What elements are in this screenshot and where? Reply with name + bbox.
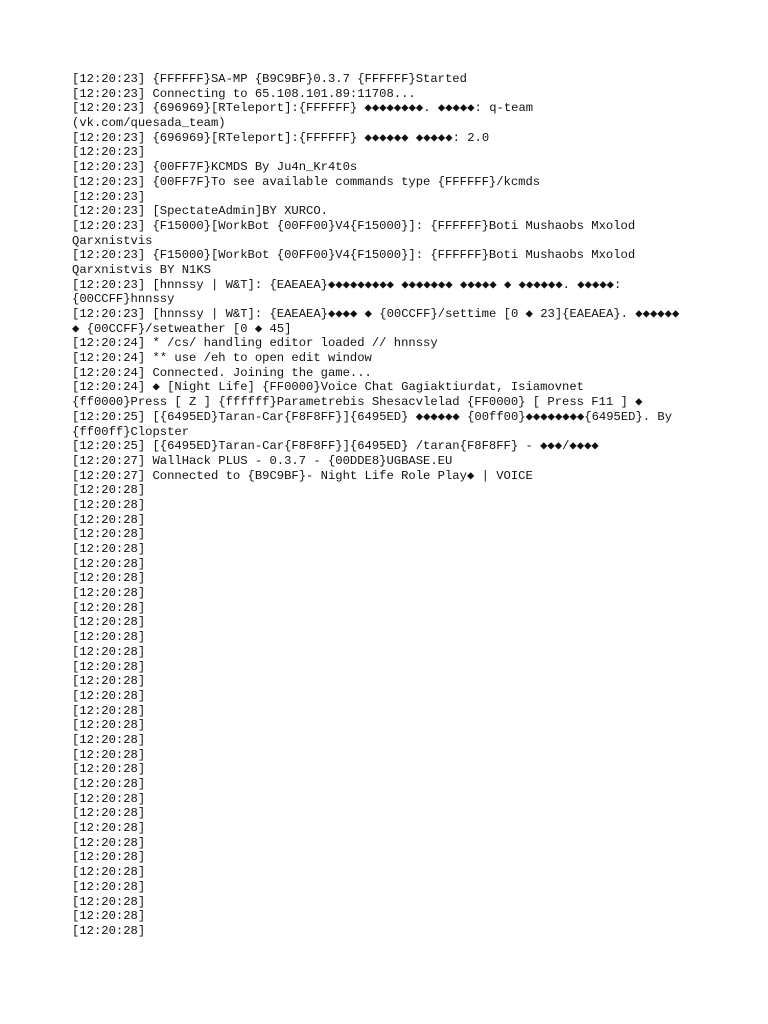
log-line: [12:20:24] ◆ [Night Life] {FF0000}Voice Chat Gagiaktiurdat, Isiamovnet (72, 380, 584, 395)
log-line: [12:20:24] * /cs/ handling editor loaded // hnnssy (72, 336, 438, 351)
log-line: [12:20:27] Connected to {B9C9BF}- Night Life Role Play◆ | VOICE (72, 468, 533, 483)
log-line: [12:20:28] (72, 777, 146, 791)
log-line: [12:20:28] (72, 571, 146, 586)
chat-log (72, 72, 702, 939)
log-line: [12:20:28] (72, 659, 146, 674)
log-line: [12:20:28] (72, 630, 146, 645)
log-line: [12:20:28] (72, 512, 146, 527)
log-line: [12:20:28] (72, 542, 146, 556)
log-line: [12:20:28] (72, 894, 146, 909)
log-line: [12:20:28] (72, 865, 146, 880)
log-line: [12:20:23] [hnnssy | W&T]: {EAEAEA}◆◆◆◆◆◆◆◆◆ ◆◆◆◆◆◆◆ ◆◆◆◆◆ ◆ ◆◆◆◆◆◆. ◆◆◆◆◆: (72, 277, 622, 292)
log-line: [12:20:24] Connected. Joining the game... (72, 365, 372, 380)
log-line: [12:20:23] Connecting to 65.108.101.89:11708... (72, 86, 416, 101)
log-line: [12:20:28] (72, 688, 146, 703)
log-line: Qarxnistvis BY N1KS (72, 262, 211, 277)
log-line: [12:20:28] (72, 747, 146, 762)
log-line: [12:20:25] [{6495ED}Taran-Car{F8F8FF}]{6495ED} ◆◆◆◆◆◆ {00ff00}◆◆◆◆◆◆◆◆{6495ED}. By (72, 409, 673, 424)
log-line: Qarxnistvis (72, 233, 153, 248)
log-line: ◆ {00CCFF}/setweather [0 ◆ 45] (72, 321, 292, 336)
log-line: [12:20:28] (72, 835, 146, 850)
log-line: [12:20:25] [{6495ED}Taran-Car{F8F8FF}]{6495ED} /taran{F8F8FF} - ◆◆◆/◆◆◆◆ (72, 439, 599, 454)
log-line: [12:20:23] {F15000}[WorkBot {00FF00}V4{F15000}]: {FFFFFF}Boti Mushaobs Mxolod (72, 248, 636, 263)
log-line: [12:20:23] [SpectateAdmin]BY XURCO. (72, 204, 328, 219)
log-line: [12:20:23] [hnnssy | W&T]: {EAEAEA}◆◆◆◆ ◆ {00CCFF}/settime [0 ◆ 23]{EAEAEA}. ◆◆◆◆◆◆ (72, 307, 680, 321)
log-line: [12:20:28] (72, 600, 146, 615)
log-line: [12:20:28] (72, 762, 146, 777)
log-line: {00CCFF}hnnssy (72, 292, 175, 307)
log-line: {ff00ff}Clopster (72, 424, 190, 439)
log-line: [12:20:24] ** use /eh to open edit window (72, 351, 372, 366)
log-line: [12:20:23] {696969}[RTeleport]:{FFFFFF} ◆◆◆◆◆◆ ◆◆◆◆◆: 2.0 (72, 130, 490, 145)
log-line: [12:20:28] (72, 703, 146, 718)
log-line: [12:20:28] (72, 556, 146, 571)
log-line: [12:20:23] (72, 145, 146, 160)
log-line: [12:20:28] (72, 821, 146, 836)
log-line: [12:20:28] (72, 674, 146, 689)
log-line: {ff0000}Press [ Z ] {ffffff}Parametrebis Shesacvlelad {FF0000} [ Press F11 ] ◆ (72, 395, 643, 410)
log-line: [12:20:28] (72, 586, 146, 601)
log-line: [12:20:23] (72, 189, 146, 204)
log-line: [12:20:23] {00FF7F}KCMDS By Ju4n_Kr4t0s (72, 160, 358, 175)
log-line: [12:20:28] (72, 644, 146, 659)
log-line: [12:20:28] (72, 909, 146, 924)
log-line: (vk.com/quesada_team) (72, 116, 226, 131)
log-line: [12:20:27] WallHack PLUS - 0.3.7 - {00DDE8}UGBASE.EU (72, 453, 453, 468)
log-line: [12:20:28] (72, 497, 146, 512)
log-line: [12:20:28] (72, 791, 146, 806)
log-line: [12:20:28] (72, 615, 146, 630)
log-line: [12:20:28] (72, 923, 146, 938)
log-line: [12:20:28] (72, 806, 146, 821)
log-line: [12:20:28] (72, 850, 146, 865)
log-line: [12:20:23] {696969}[RTeleport]:{FFFFFF} ◆◆◆◆◆◆◆◆. ◆◆◆◆◆: q-team (72, 101, 534, 116)
log-line: [12:20:28] (72, 732, 146, 747)
log-line: [12:20:28] (72, 527, 146, 542)
log-line: [12:20:28] (72, 483, 146, 498)
log-line: [12:20:28] (72, 718, 146, 733)
log-line: [12:20:23] {00FF7F}To see available commands type {FFFFFF}/kcmds (72, 174, 541, 189)
log-line: [12:20:23] {F15000}[WorkBot {00FF00}V4{F15000}]: {FFFFFF}Boti Mushaobs Mxolod (72, 218, 636, 233)
log-line: [12:20:23] {FFFFFF}SA-MP {B9C9BF}0.3.7 {FFFFFF}Started (72, 72, 467, 86)
log-line: [12:20:28] (72, 879, 146, 894)
